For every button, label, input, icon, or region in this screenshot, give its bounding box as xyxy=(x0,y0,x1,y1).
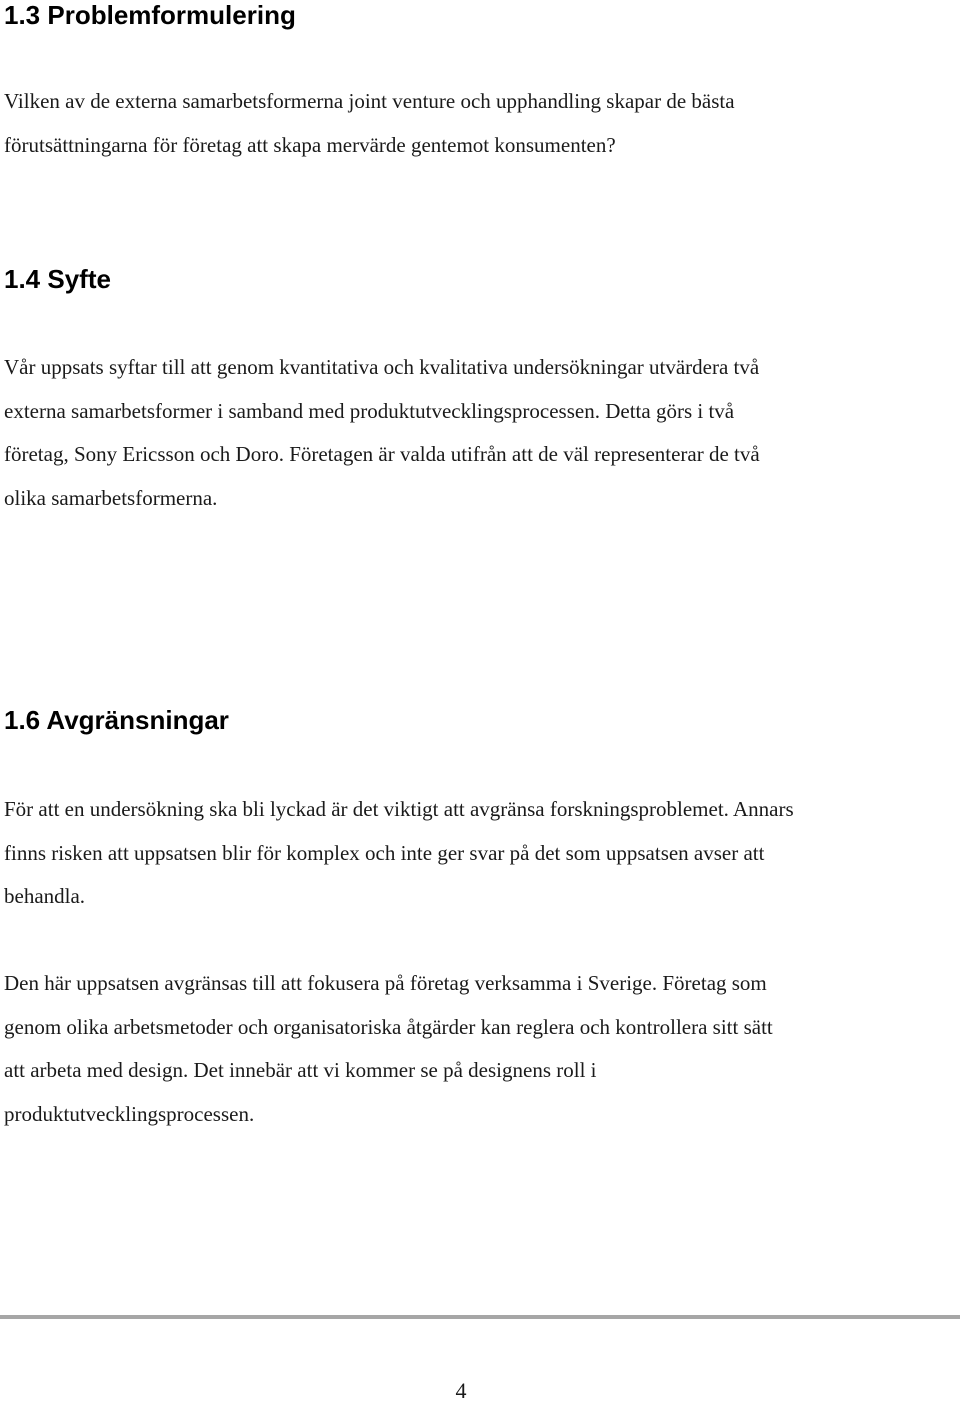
text-line: behandla. xyxy=(4,884,86,908)
paragraph-avgransningar-1 xyxy=(4,788,794,919)
footer-divider xyxy=(0,1315,960,1319)
text-line: Vår uppsats syftar till att genom kvantitativa och kvalitativa undersökningar utvärdera två xyxy=(4,355,760,379)
text-line: finns risken att uppsatsen blir för komplex och inte ger svar på det som uppsatsen avser att xyxy=(4,840,765,865)
text-line: olika samarbetsformerna. xyxy=(4,485,218,510)
text-line: externa samarbetsformer i samband med produktutvecklingsprocessen. Detta görs i två xyxy=(4,398,735,423)
text-line: företag, Sony Ericsson och Doro. Företagen är valda utifrån att de väl representerar de två xyxy=(4,442,760,466)
text-line: Den här uppsatsen avgränsas till att fokusera på företag verksamma i Sverige. Företag som xyxy=(4,971,767,995)
section-heading-avgransningar: 1.6 Avgränsningar xyxy=(4,705,229,735)
text-line: För att en undersökning ska bli lyckad är det viktigt att avgränsa forskningsproblemet. Annars xyxy=(4,797,794,821)
page-number: 4 xyxy=(455,1378,467,1403)
text-line: förutsättningarna för företag att skapa mervärde gentemot konsumenten? xyxy=(4,132,616,157)
section-heading-syfte: 1.4 Syfte xyxy=(4,264,111,294)
text-line: Vilken av de externa samarbetsformerna joint venture och upphandling skapar de bästa xyxy=(4,89,735,113)
text-line: att arbeta med design. Det innebär att vi kommer se på designens roll i xyxy=(4,1058,597,1082)
paragraph-problemformulering xyxy=(4,80,735,167)
text-line: genom olika arbetsmetoder och organisatoriska åtgärder kan reglera och kontrollera sitt sätt xyxy=(4,1014,773,1039)
paragraph-avgransningar-2 xyxy=(4,962,773,1136)
text-line: produktutvecklingsprocessen. xyxy=(4,1101,255,1126)
paragraph-syfte xyxy=(4,346,760,520)
section-heading-problemformulering: 1.3 Problemformulering xyxy=(4,0,296,30)
